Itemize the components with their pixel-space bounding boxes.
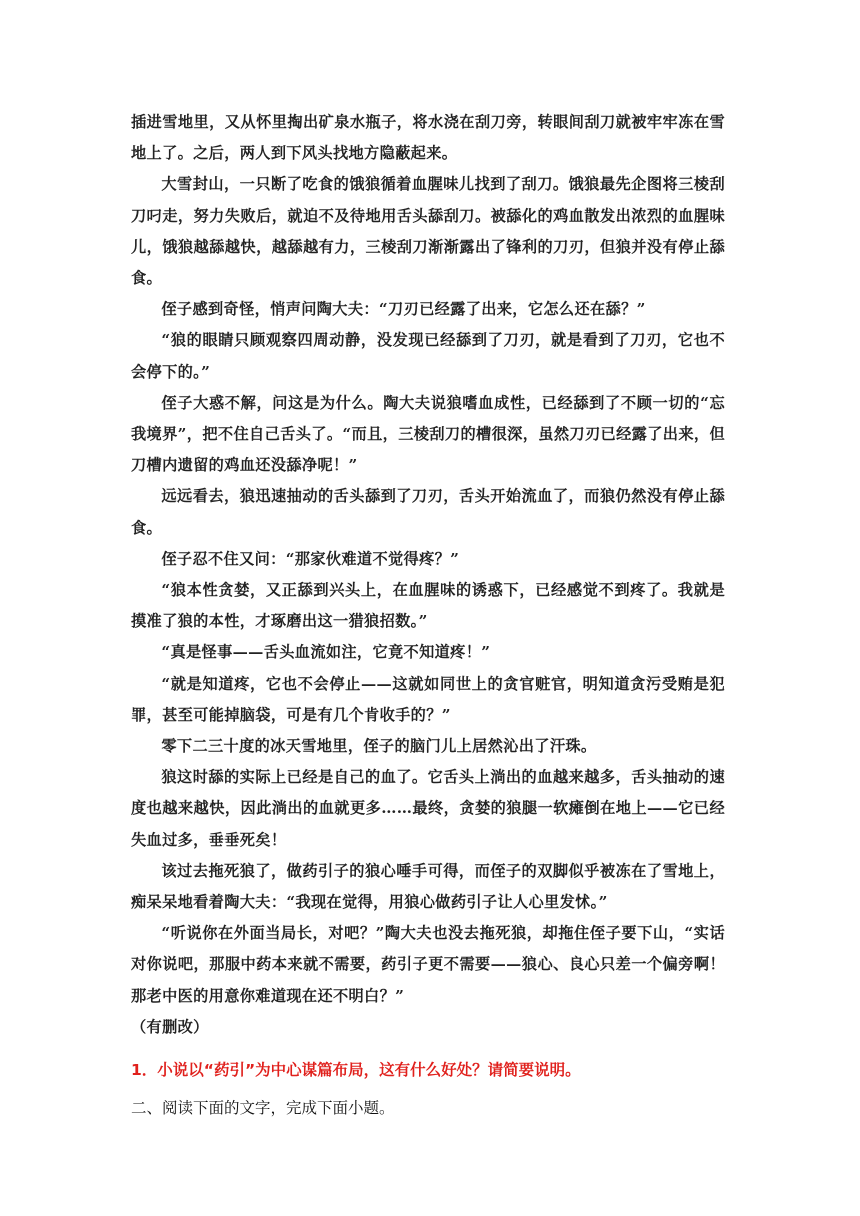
question-1: 1．小说以“药引”为中心谋篇布局，这有什么好处？请简要说明。: [131, 1061, 581, 1080]
story-paragraph-3: 侄子感到奇怪，悄声问陶大夫：“刀刃已经露了出来，它怎么还在舔？”: [161, 300, 646, 319]
story-paragraph-1: 插进雪地里，又从怀里掏出矿泉水瓶子，将水浇在刮刀旁，转眼间刮刀就被牢牢冻在雪地上了。之后，两人到下风头找地方隐蔽起来。: [131, 113, 725, 163]
story-paragraph-13: 该过去拖死狼了，做药引子的狼心唾手可得，而侄子的双脚似乎被冻在了雪地上，痴呆呆地看着陶大夫：“我现在觉得，用狼心做药引子让人心里发怵。”: [131, 861, 725, 912]
story-paragraph-11: 零下二三十度的冰天雪地里，侄子的脑门儿上居然沁出了汗珠。: [161, 737, 597, 756]
story-paragraph-4: “狼的眼睛只顾观察四周动静，没发现已经舔到了刀刃，就是看到了刀刃，它也不会停下的。”: [131, 331, 725, 381]
story-paragraph-7: 侄子忍不住又问：“那家伙难道不觉得疼？”: [161, 549, 460, 568]
story-paragraph-10: “就是知道疼，它也不会停止——这就如同世上的贪官赃官，明知道贪污受贿是犯罪，甚至可能掉脑袋，可是有几个肯收手的？”: [131, 674, 725, 724]
story-excerpt: [131, 107, 725, 1043]
story-paragraph-12: 狼这时舔的实际上已经是自己的血了。它舌头上淌出的血越来越多，舌头抽动的速度也越来越快，因此淌出的血就更多……最终，贪婪的狼腿一软瘫倒在地上——它已经失血过多，垂垂死矣！: [131, 768, 725, 849]
source-note: （有删改）: [131, 1017, 209, 1036]
story-paragraph-9: “真是怪事——舌头血流如注，它竟不知道疼！”: [161, 643, 491, 662]
story-paragraph-5: 侄子大惑不解，问这是为什么。陶大夫说狼嗜血成性，已经舔到了不顾一切的“忘我境界”，把不住自己舌头了。“而且，三棱刮刀的槽很深，虽然刀刃已经露了出来，但刀槽内遗留的鸡血还没舔净呢！”: [131, 393, 725, 475]
story-paragraph-2: 大雪封山，一只断了吃食的饿狼循着血腥味儿找到了刮刀。饿狼最先企图将三棱刮刀叼走，努力失败后，就迫不及待地用舌头舔刮刀。被舔化的鸡血散发出浓烈的血腥味儿，饿狼越舔越快，越舔越有力，三棱刮刀渐渐露出了锋利的刀刃，但狼并没有停止舔食。: [131, 175, 725, 288]
story-paragraph-14: “听说你在外面当局长，对吧？”陶大夫也没去拖死狼，却拖住侄子要下山，“实话对你说吧，那服中药本来就不需要，药引子更不需要——狼心、良心只差一个偏旁啊！那老中医的用意你难道现在还不明白？”: [131, 924, 725, 1005]
document-page: [131, 107, 725, 1123]
section-heading: 二、阅读下面的文字，完成下面小题。: [131, 1099, 395, 1118]
story-paragraph-8: “狼本性贪婪，又正舔到兴头上，在血腥味的诱惑下，已经感觉不到疼了。我就是摸准了狼的本性，才琢磨出这一猎狼招数。”: [131, 581, 725, 631]
story-paragraph-6: 远远看去，狼迅速抽动的舌头舔到了刀刃，舌头开始流血了，而狼仍然没有停止舔食。: [131, 487, 725, 537]
